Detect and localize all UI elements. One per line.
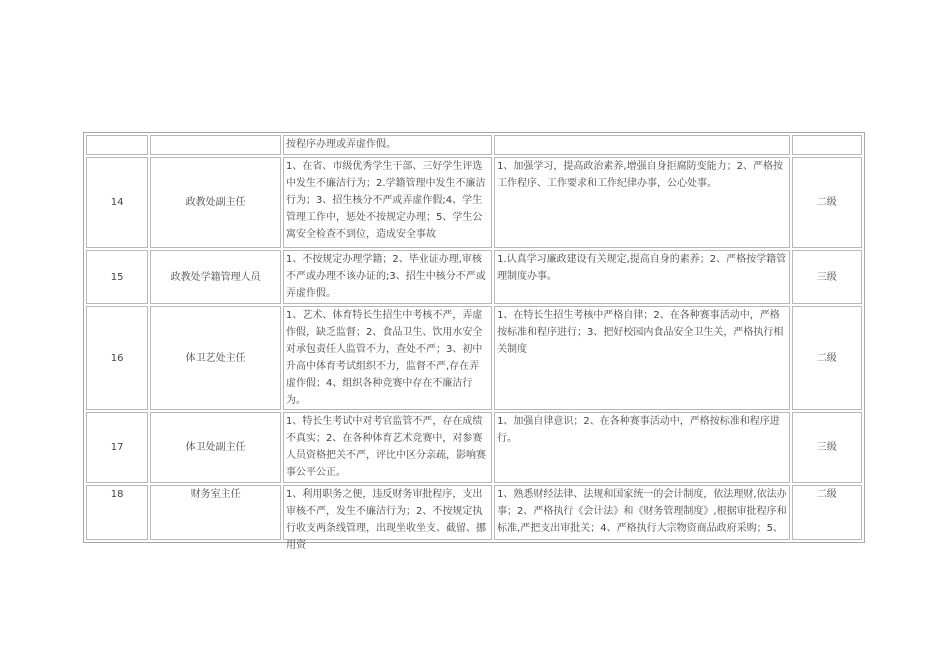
risk-table [83, 132, 865, 551]
measures-cell [494, 135, 790, 155]
level-cell: 二级 [792, 306, 862, 410]
level-cell: 三级 [792, 250, 862, 304]
table-row [86, 135, 862, 155]
position-cell: 政教处学籍管理人员 [150, 250, 281, 304]
table-row [86, 250, 862, 304]
measures-text: 1、熟悉财经法律、法规和国家统一的会计制度，依法理财,依法办事；2、严格执行《会计法》和《财务管理制度》,根据审批程序和标准,严把支出审批关；4、严格执行大宗物资商品政府采购；5、 [497, 489, 787, 534]
position-cell: 政教处副主任 [150, 157, 281, 248]
level-cell [792, 135, 862, 155]
position-cell: 财务室主任 [150, 485, 281, 540]
measures-cell: 1、加强自律意识；2、在各种赛事活动中，严格按标准和程序进行。 [494, 412, 790, 483]
row-number: 17 [86, 412, 148, 483]
risk-cell: 1、特长生考试中对考官监管不严，存在成绩不真实；2、在各种体育艺术竞赛中，对参赛人员资格把关不严，评比中区分亲疏，影响赛事公平公正。 [283, 412, 492, 483]
table-row [86, 306, 862, 410]
position-cell: 体卫处副主任 [150, 412, 281, 483]
table-row [86, 412, 862, 483]
risk-text: 1、利用职务之便，违反财务审批程序，支出审核不严，发生不廉洁行为；2、不按规定执行收支两条线管理，出现坐收坐支、截留、挪用资 [285, 489, 486, 551]
row-number: 14 [86, 157, 148, 248]
level-cell: 二级 [792, 157, 862, 248]
level-cell: 二级 [792, 485, 862, 540]
measures-cell: 1、在特长生招生考核中严格自律；2、在各种赛事活动中，严格按标准和程序进行；3、把好校园内食品安全卫生关，严格执行相关制度 [494, 306, 790, 410]
risk-cell: 1、不按规定办理学籍；2、毕业证办理,审核不严或办理不该办证的;3、招生中核分不严或弄虚作假。 [283, 250, 492, 304]
row-number: 16 [86, 306, 148, 410]
table-row [86, 157, 862, 248]
risk-cell [283, 485, 492, 551]
measures-cell [494, 485, 790, 540]
risk-cell: 1、在省、市级优秀学生干部、三好学生评选中发生不廉洁行为；2.学籍管理中发生不廉洁行为；3、招生核分不严或弄虚作假;4、学生管理工作中，惩处不按规定办理；5、学生公寓安全检查不到位，造成安全事故 [283, 157, 492, 248]
risk-cell: 按程序办理或弄虚作假。 [283, 135, 492, 155]
row-number: 15 [86, 250, 148, 304]
level-cell: 三级 [792, 412, 862, 483]
row-number [86, 135, 148, 155]
row-number: 18 [86, 485, 148, 540]
measures-cell: 1、加强学习，提高政治素养,增强自身拒腐防变能力；2、严格按工作程序、工作要求和工作纪律办事，公心处事。 [494, 157, 790, 248]
table-row [86, 485, 862, 540]
measures-cell: 1.认真学习廉政建设有关规定,提高自身的素养；2、严格按学籍管理制度办事。 [494, 250, 790, 304]
position-cell: 体卫艺处主任 [150, 306, 281, 410]
position-cell [150, 135, 281, 155]
risk-cell: 1、艺术、体育特长生招生中考核不严，弄虚作假，缺乏监督；2、食品卫生、饮用水安全对承包责任人监管不力，查处不严；3、初中升高中体育考试组织不力，监督不严,存在弄虚作假；4、组织各种竞赛中存在不廉洁行为。 [283, 306, 492, 410]
